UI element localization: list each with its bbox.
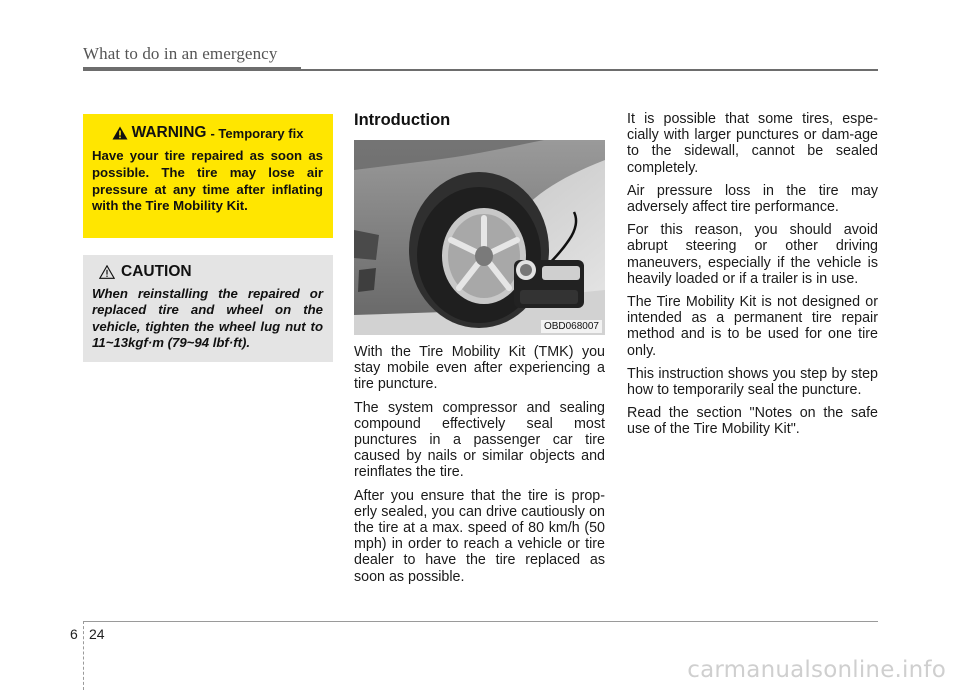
figure-code: OBD068007 [541, 320, 602, 333]
introduction-heading: Introduction [354, 111, 451, 129]
header-rule-thin [301, 69, 878, 71]
paragraph: For this reason, you should avoid abrupt steering or other driving maneuvers, especially if the vehicle is heavily loaded or if a trailer is in use. [627, 222, 878, 287]
warning-heading [92, 124, 323, 142]
paragraph: After you ensure that the tire is prop-erly sealed, you can drive cautiously on the tire at a max. speed of 80 km/h (50 mph) in order to reach a vehicle or tire dealer to have the tire replaced as soon as possible. [354, 487, 605, 585]
caution-text: When reinstalling the repaired or replaced tire and wheel on the vehicle, tighten the wheel lug nut to 11~13kgf·m (79~94 lbf·ft). [92, 286, 323, 350]
warning-label: WARNING [131, 124, 207, 141]
footer-rule [83, 621, 878, 622]
page-number: 24 [89, 626, 105, 642]
paragraph: It is possible that some tires, espe-cially with larger punctures or dam-age to the sidewall, cannot be sealed completely. [627, 111, 878, 176]
header-rule-thick [83, 67, 301, 71]
caution-box [83, 255, 333, 362]
paragraph: With the Tire Mobility Kit (TMK) you stay mobile even after experiencing a tire puncture. [354, 344, 605, 393]
warning-subtitle: - Temporary fix [210, 125, 304, 141]
paragraph: This instruction shows you step by step how to temporarily seal the puncture. [627, 365, 878, 399]
caution-triangle-icon [99, 265, 115, 279]
caution-label: CAUTION [121, 263, 192, 280]
warning-box [83, 114, 333, 238]
warning-triangle-icon [112, 126, 128, 140]
footer-divider [83, 621, 85, 690]
warning-text: Have your tire repaired as soon as possible. The tire may lose air pressure at any time after inflating with the Tire Mobility Kit. [92, 148, 323, 214]
tire-mobility-kit-illustration [354, 140, 605, 335]
paragraph: Air pressure loss in the tire may adversely affect tire performance. [627, 182, 878, 216]
paragraph: The system compressor and sealing compound effectively seal most punctures in a passenger car tire caused by nails or similar objects and reinflates the tire. [354, 399, 605, 481]
watermark: carmanualsonline.info [687, 657, 946, 683]
right-column-body [627, 111, 878, 445]
caution-heading [92, 263, 323, 281]
tire-mobility-kit-photo [354, 140, 605, 335]
introduction-body [354, 344, 605, 592]
page-header-title: What to do in an emergency [83, 44, 278, 63]
paragraph: The Tire Mobility Kit is not designed or intended as a permanent tire repair method and is to be used for one tire only. [627, 294, 878, 359]
section-number: 6 [70, 626, 78, 642]
paragraph: Read the section "Notes on the safe use of the Tire Mobility Kit". [627, 405, 878, 438]
